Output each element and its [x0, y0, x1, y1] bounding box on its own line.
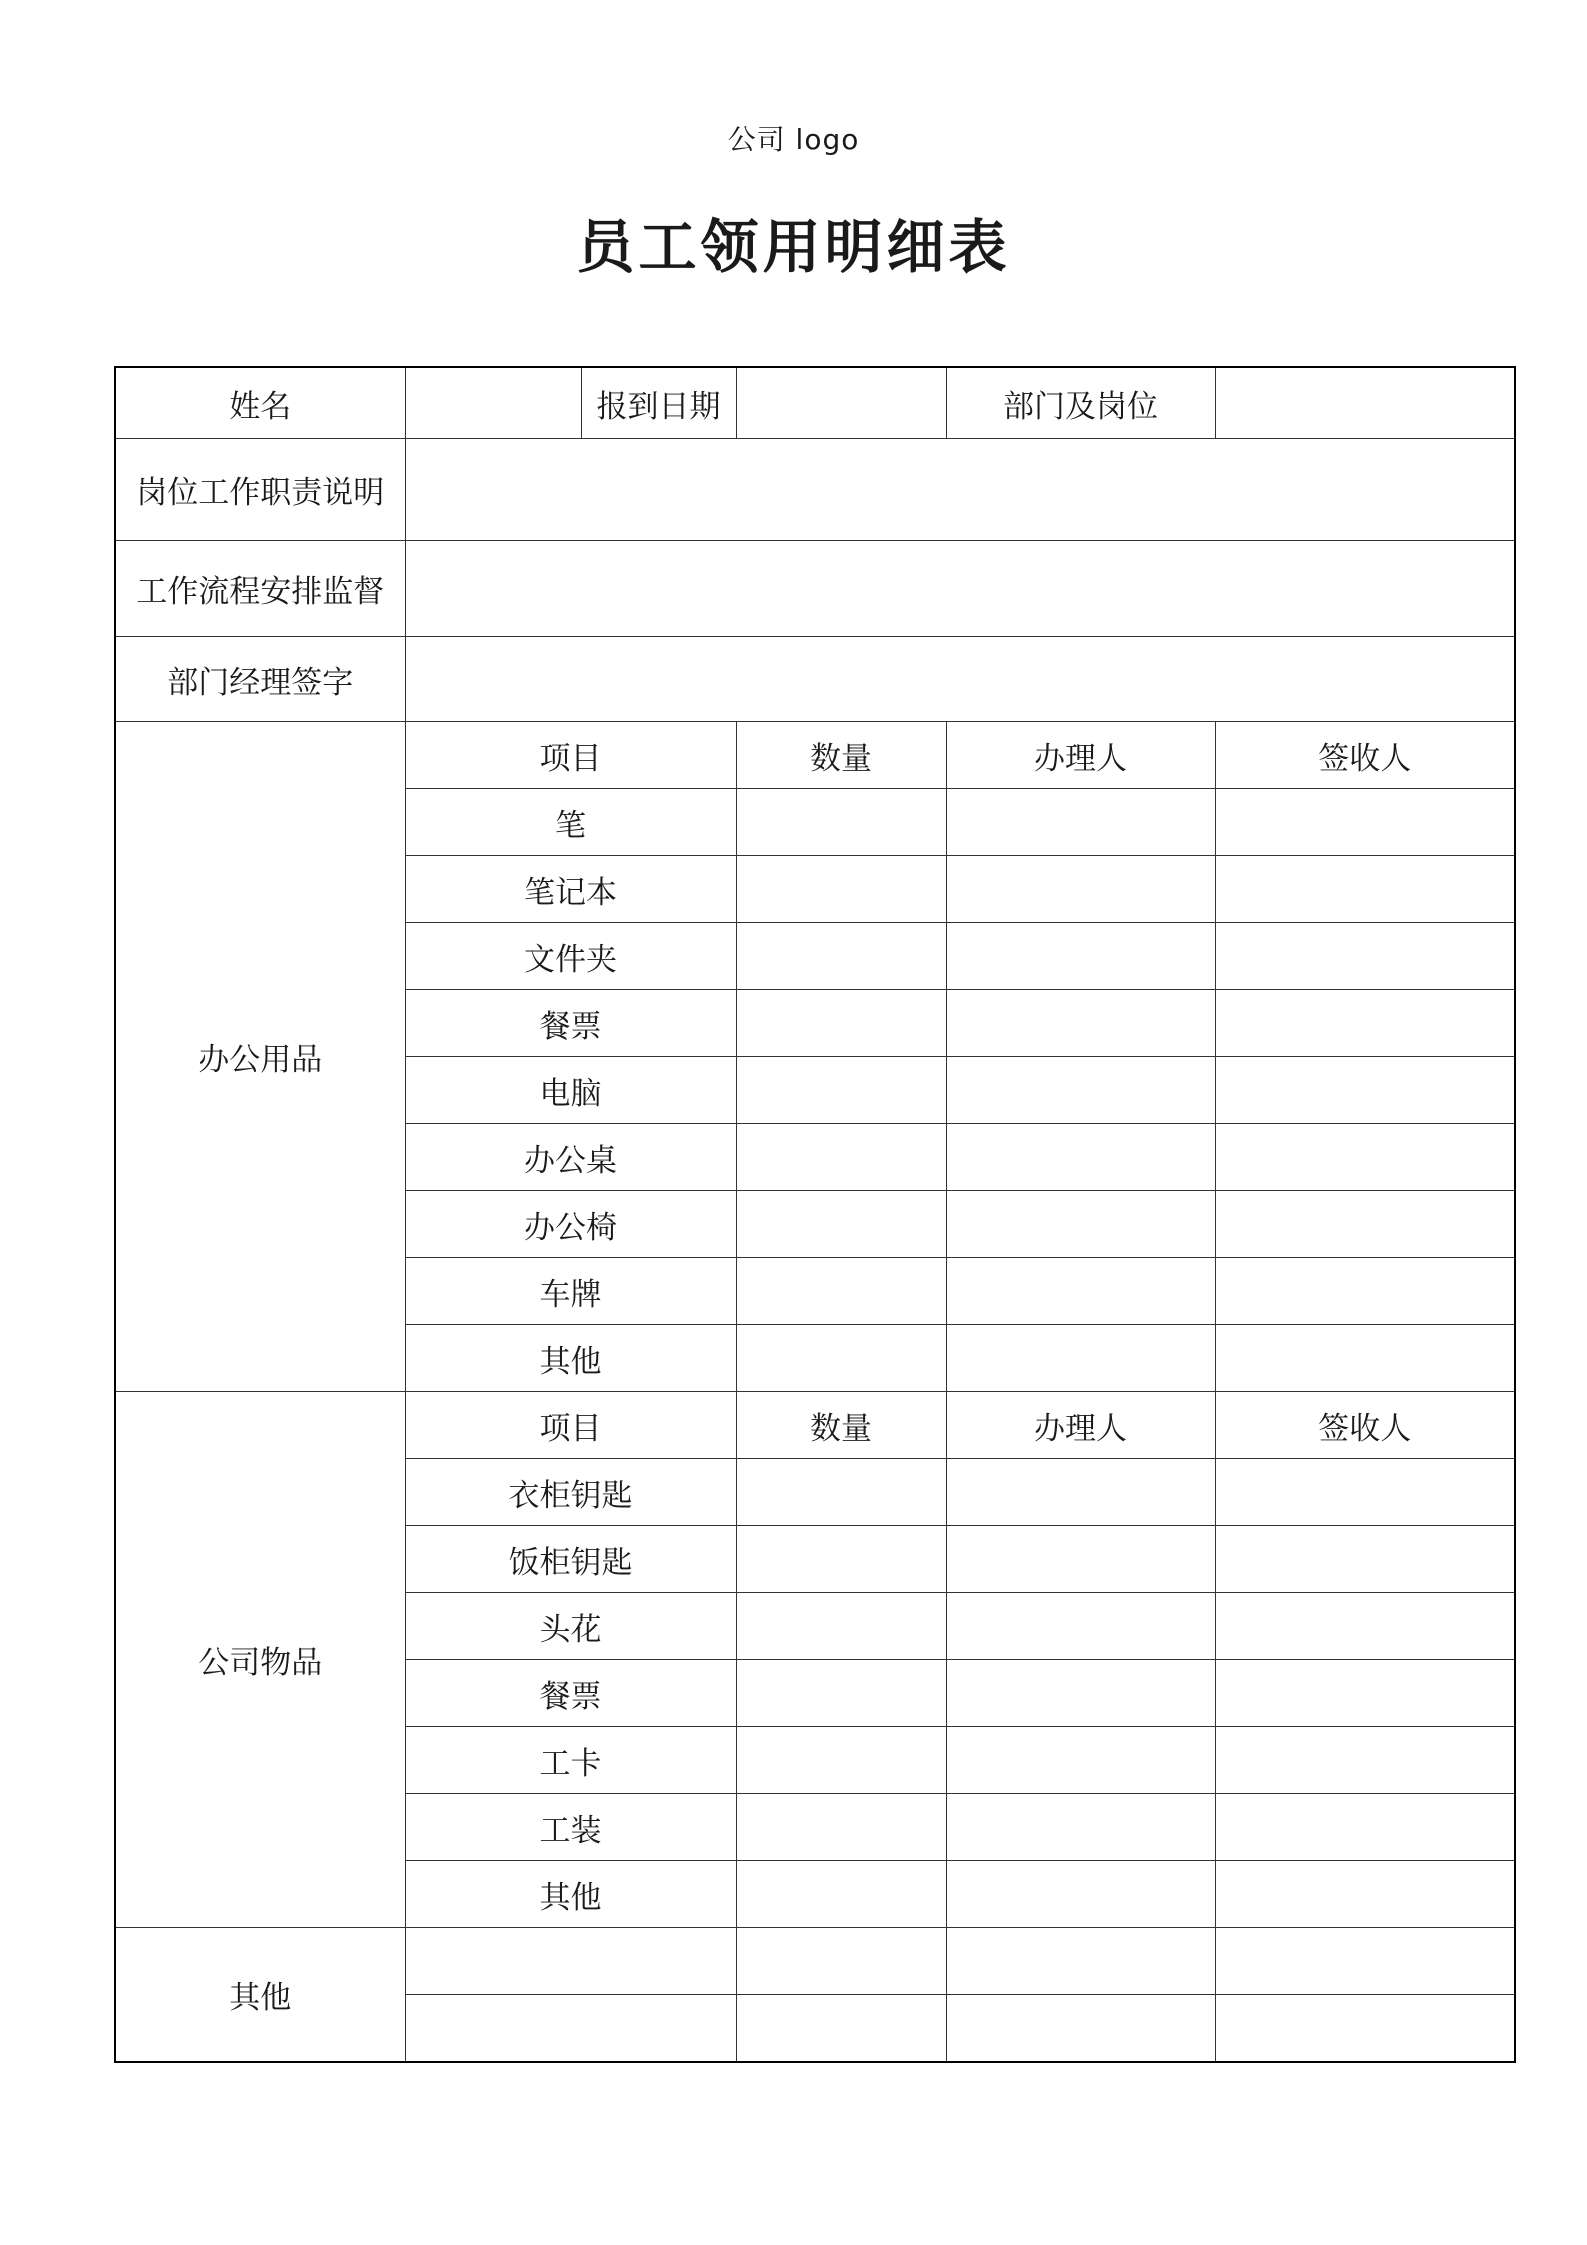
- other-item-cell[interactable]: [405, 1995, 736, 2063]
- receiver-cell[interactable]: [1215, 1861, 1515, 1928]
- office-supplies-header-row: [115, 722, 1515, 789]
- other-section-label: 其他: [115, 1928, 405, 2063]
- item-name: 餐票: [405, 1660, 736, 1727]
- handler-cell[interactable]: [946, 923, 1215, 990]
- quantity-cell[interactable]: [736, 789, 946, 856]
- quantity-cell[interactable]: [736, 1258, 946, 1325]
- quantity-cell[interactable]: [736, 1928, 946, 1995]
- workflow-label: 工作流程安排监督: [115, 541, 405, 637]
- column-header-handler: 办理人: [946, 722, 1215, 789]
- receiver-cell[interactable]: [1215, 1928, 1515, 1995]
- handler-cell[interactable]: [946, 789, 1215, 856]
- item-name: 饭柜钥匙: [405, 1526, 736, 1593]
- requisition-form-table: [114, 366, 1516, 2063]
- receiver-cell[interactable]: [1215, 1794, 1515, 1861]
- item-name: 餐票: [405, 990, 736, 1057]
- receiver-cell[interactable]: [1215, 1459, 1515, 1526]
- receiver-cell[interactable]: [1215, 1191, 1515, 1258]
- handler-cell[interactable]: [946, 1057, 1215, 1124]
- duties-field[interactable]: [405, 439, 1515, 541]
- quantity-cell[interactable]: [736, 1191, 946, 1258]
- manager-sign-row: [115, 637, 1515, 722]
- receiver-cell[interactable]: [1215, 1995, 1515, 2063]
- handler-cell[interactable]: [946, 1727, 1215, 1794]
- handler-cell[interactable]: [946, 1459, 1215, 1526]
- item-name: 车牌: [405, 1258, 736, 1325]
- dept-position-label: 部门及岗位: [946, 367, 1215, 439]
- receiver-cell[interactable]: [1215, 1660, 1515, 1727]
- receiver-cell[interactable]: [1215, 1593, 1515, 1660]
- receiver-cell[interactable]: [1215, 789, 1515, 856]
- item-name: 衣柜钥匙: [405, 1459, 736, 1526]
- other-row: [115, 1928, 1515, 1995]
- item-name: 其他: [405, 1325, 736, 1392]
- company-items-header-row: [115, 1392, 1515, 1459]
- column-header-receiver: 签收人: [1215, 722, 1515, 789]
- receiver-cell[interactable]: [1215, 923, 1515, 990]
- receiver-cell[interactable]: [1215, 1325, 1515, 1392]
- company-items-section-label: 公司物品: [115, 1392, 405, 1928]
- item-name: 工装: [405, 1794, 736, 1861]
- duties-row: [115, 439, 1515, 541]
- report-date-label: 报到日期: [581, 367, 736, 439]
- name-label: 姓名: [115, 367, 405, 439]
- receiver-cell[interactable]: [1215, 1057, 1515, 1124]
- column-header-quantity: 数量: [736, 722, 946, 789]
- quantity-cell[interactable]: [736, 856, 946, 923]
- item-name: 办公桌: [405, 1124, 736, 1191]
- quantity-cell[interactable]: [736, 1526, 946, 1593]
- quantity-cell[interactable]: [736, 1057, 946, 1124]
- handler-cell[interactable]: [946, 1794, 1215, 1861]
- quantity-cell[interactable]: [736, 1593, 946, 1660]
- report-date-field[interactable]: [736, 367, 946, 439]
- name-field[interactable]: [405, 367, 581, 439]
- quantity-cell[interactable]: [736, 923, 946, 990]
- item-name: 办公椅: [405, 1191, 736, 1258]
- office-supplies-section-label: 办公用品: [115, 722, 405, 1392]
- quantity-cell[interactable]: [736, 1995, 946, 2063]
- column-header-item: 项目: [405, 722, 736, 789]
- item-name: 头花: [405, 1593, 736, 1660]
- handler-cell[interactable]: [946, 1593, 1215, 1660]
- item-name: 其他: [405, 1861, 736, 1928]
- workflow-field[interactable]: [405, 541, 1515, 637]
- item-name: 文件夹: [405, 923, 736, 990]
- quantity-cell[interactable]: [736, 1459, 946, 1526]
- other-item-cell[interactable]: [405, 1928, 736, 1995]
- handler-cell[interactable]: [946, 1191, 1215, 1258]
- manager-sign-label: 部门经理签字: [115, 637, 405, 722]
- handler-cell[interactable]: [946, 1928, 1215, 1995]
- handler-cell[interactable]: [946, 990, 1215, 1057]
- column-header-receiver: 签收人: [1215, 1392, 1515, 1459]
- item-name: 电脑: [405, 1057, 736, 1124]
- handler-cell[interactable]: [946, 1995, 1215, 2063]
- workflow-row: [115, 541, 1515, 637]
- dept-position-field[interactable]: [1215, 367, 1515, 439]
- handler-cell[interactable]: [946, 1258, 1215, 1325]
- item-name: 笔记本: [405, 856, 736, 923]
- handler-cell[interactable]: [946, 1526, 1215, 1593]
- handler-cell[interactable]: [946, 1660, 1215, 1727]
- column-header-handler: 办理人: [946, 1392, 1215, 1459]
- handler-cell[interactable]: [946, 1124, 1215, 1191]
- manager-sign-field[interactable]: [405, 637, 1515, 722]
- company-logo-text: 公司 logo: [727, 123, 860, 156]
- handler-cell[interactable]: [946, 1861, 1215, 1928]
- item-name: 工卡: [405, 1727, 736, 1794]
- quantity-cell[interactable]: [736, 1794, 946, 1861]
- item-name: 笔: [405, 789, 736, 856]
- column-header-quantity: 数量: [736, 1392, 946, 1459]
- quantity-cell[interactable]: [736, 1861, 946, 1928]
- handler-cell[interactable]: [946, 856, 1215, 923]
- quantity-cell[interactable]: [736, 990, 946, 1057]
- quantity-cell[interactable]: [736, 1660, 946, 1727]
- receiver-cell[interactable]: [1215, 990, 1515, 1057]
- receiver-cell[interactable]: [1215, 1727, 1515, 1794]
- duties-label: 岗位工作职责说明: [115, 439, 405, 541]
- handler-cell[interactable]: [946, 1325, 1215, 1392]
- page-title: 员工领用明细表: [576, 213, 1011, 281]
- quantity-cell[interactable]: [736, 1727, 946, 1794]
- info-row: [115, 367, 1515, 439]
- receiver-cell[interactable]: [1215, 1124, 1515, 1191]
- receiver-cell[interactable]: [1215, 856, 1515, 923]
- receiver-cell[interactable]: [1215, 1526, 1515, 1593]
- receiver-cell[interactable]: [1215, 1258, 1515, 1325]
- quantity-cell[interactable]: [736, 1325, 946, 1392]
- quantity-cell[interactable]: [736, 1124, 946, 1191]
- column-header-item: 项目: [405, 1392, 736, 1459]
